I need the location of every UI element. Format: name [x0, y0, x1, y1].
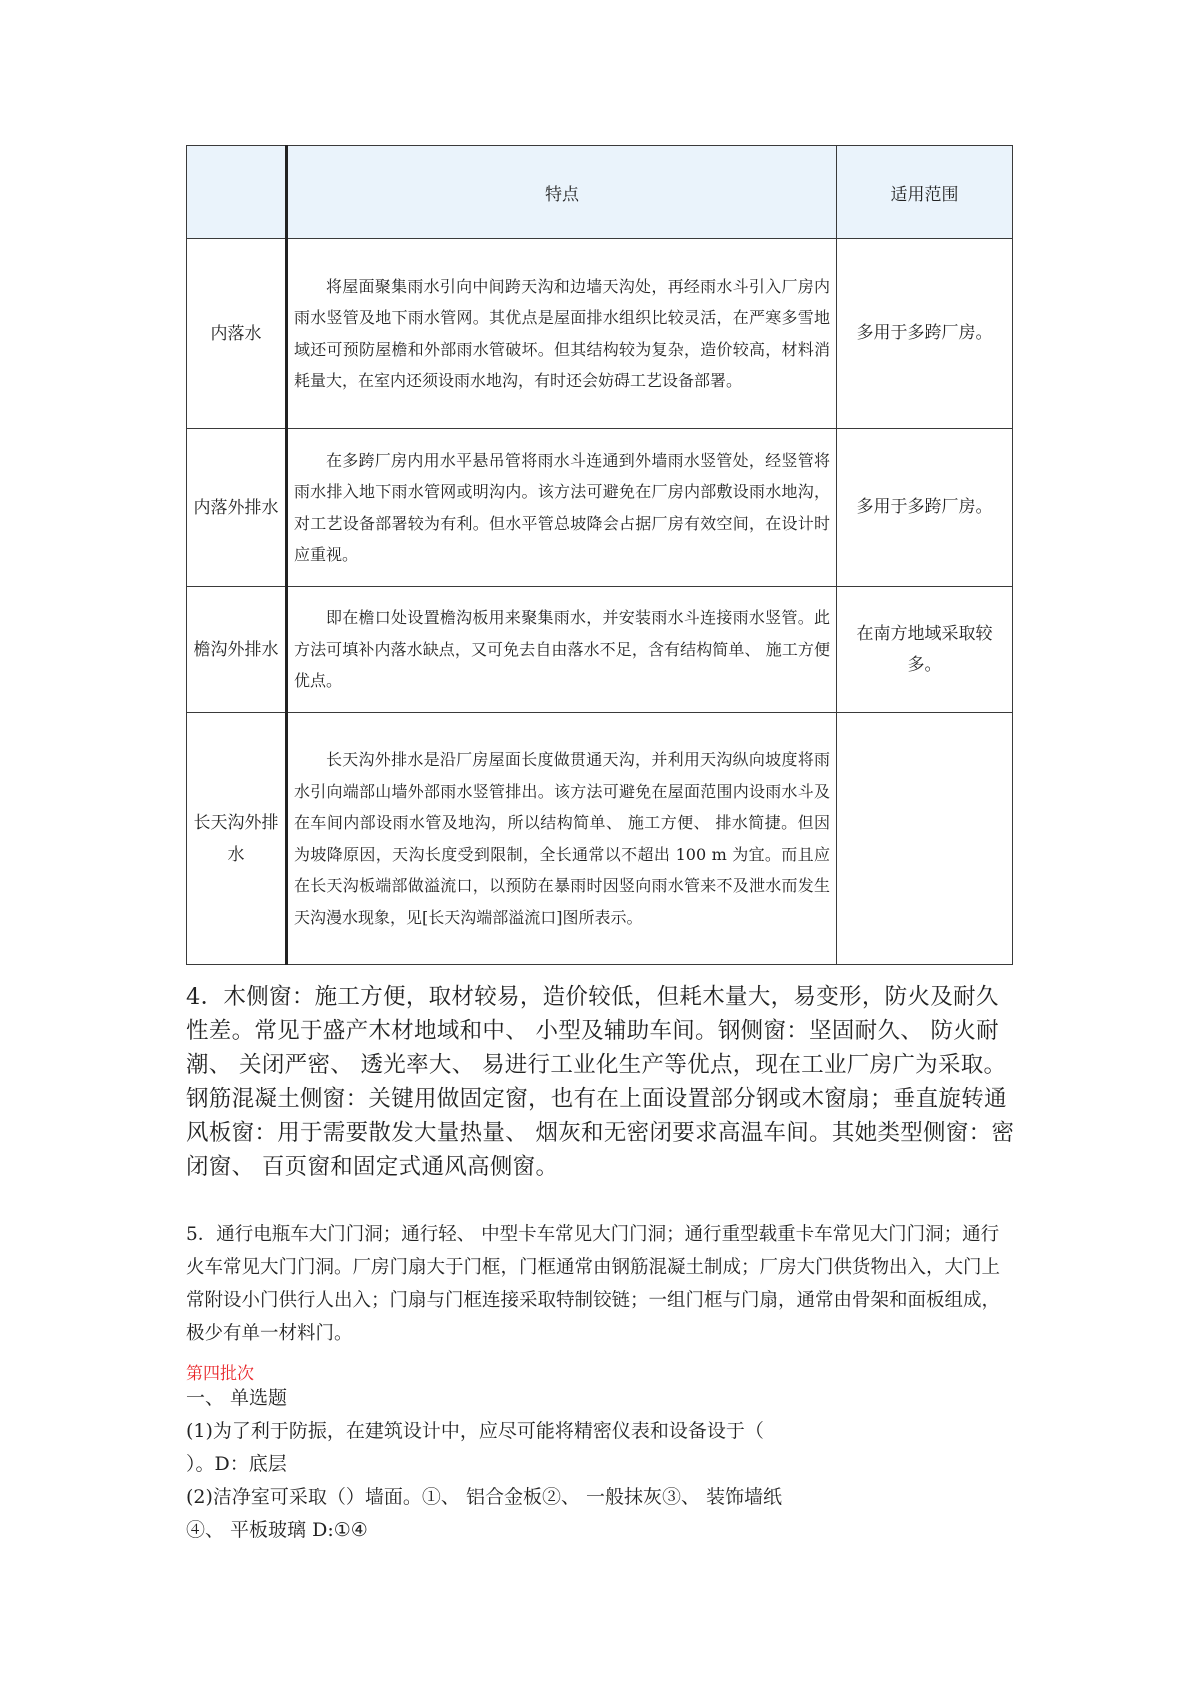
header-cell-feature: 特点	[287, 146, 837, 239]
row-feature-cell: 将屋面聚集雨水引向中间跨天沟和边墙天沟处，再经雨水斗引入厂房内雨水竖管及地下雨水管网。其优点是屋面排水组织比较灵活，在严寒多雪地域还可预防屋檐和外部雨水管破坏。但其结构较为复杂，造价较高，材料消耗量大，在室内还须设雨水地沟，有时还会妨碍工艺设备部署。	[287, 239, 837, 429]
table-row	[187, 587, 1013, 713]
row-scope-cell: 多用于多跨厂房。	[837, 429, 1013, 587]
row-scope-cell: 多用于多跨厂房。	[837, 239, 1013, 429]
table-row	[187, 239, 1013, 429]
table-row	[187, 429, 1013, 587]
drainage-table	[186, 145, 1013, 965]
row-type-cell: 长天沟外排水	[187, 713, 287, 965]
section-title: 一、 单选题	[186, 1387, 288, 1409]
row-type-cell: 檐沟外排水	[187, 587, 287, 713]
row-feature-cell: 长天沟外排水是沿厂房屋面长度做贯通天沟，并利用天沟纵向坡度将雨水引向端部山墙外部雨水竖管排出。该方法可避免在屋面范围内设雨水斗及在车间内部设雨水管及地沟，所以结构简单、 施工方便、 排水简捷。但因为坡降原因，天沟长度受到限制，全长通常以不超出 100 m 为宜。而且应在长天沟板端部做溢流口，以预防在暴雨时因竖向雨水管来不及泄水而发生天沟漫水现象，见[长天沟端部溢流口]图所表示。	[287, 713, 837, 965]
row-feature-cell: 即在檐口处设置檐沟板用来聚集雨水，并安装雨水斗连接雨水竖管。此方法可填补内落水缺点，又可免去自由落水不足，含有结构简单、 施工方便优点。	[287, 587, 837, 713]
header-cell-empty	[187, 146, 287, 239]
header-cell-scope: 适用范围	[837, 146, 1013, 239]
row-feature-cell: 在多跨厂房内用水平悬吊管将雨水斗连通到外墙雨水竖管处，经竖管将雨水排入地下雨水管网或明沟内。该方法可避免在厂房内部敷设雨水地沟，对工艺设备部署较为有利。但水平管总坡降会占据厂房有效空间，在设计时应重视。	[287, 429, 837, 587]
row-scope-cell: 在南方地域采取较多。	[837, 587, 1013, 713]
batch-heading: 第四批次	[186, 1364, 254, 1384]
question-1-line-2: ）。D：底层	[186, 1453, 287, 1475]
question-1-line-1: (1)为了利于防振，在建筑设计中，应尽可能将精密仪表和设备设于（	[186, 1420, 764, 1442]
paragraph-factory-doors: 5．通行电瓶车大门门洞；通行轻、 中型卡车常见大门门洞；通行重型载重卡车常见大门门洞；通行火车常见大门门洞。厂房门扇大于门框，门框通常由钢筋混凝土制成；厂房大门供货物出入，大门上常附设小门供行人出入；门扇与门框连接采取特制铰链；一组门框与门扇，通常由骨架和面板组成，极少有单一材料门。	[186, 1224, 1001, 1344]
question-2-line-1: (2)洁净室可采取（）墙面。①、 铝合金板②、 一般抹灰③、 装饰墙纸	[186, 1486, 783, 1508]
question-2-line-2: ④、 平板玻璃 D:①④	[186, 1519, 368, 1541]
paragraph-side-windows: 4．木侧窗：施工方便，取材较易，造价较低，但耗木量大，易变形，防火及耐久性差。常见于盛产木材地域和中、 小型及辅助车间。钢侧窗：坚固耐久、 防火耐潮、 关闭严密、 透光率大、 易进行工业化生产等优点，现在工业厂房广为采取。钢筋混凝土侧窗：关键用做固定窗，也有在上面设置部分钢或木窗扇；垂直旋转通风板窗：用于需要散发大量热量、 烟灰和无密闭要求高温车间。其她类型侧窗：密闭窗、 百页窗和固定式通风高侧窗。	[186, 984, 1015, 1180]
row-type-cell: 内落水	[187, 239, 287, 429]
row-scope-cell	[837, 713, 1013, 965]
table-row	[187, 713, 1013, 965]
row-type-cell: 内落外排水	[187, 429, 287, 587]
table-header-row	[187, 146, 1013, 239]
